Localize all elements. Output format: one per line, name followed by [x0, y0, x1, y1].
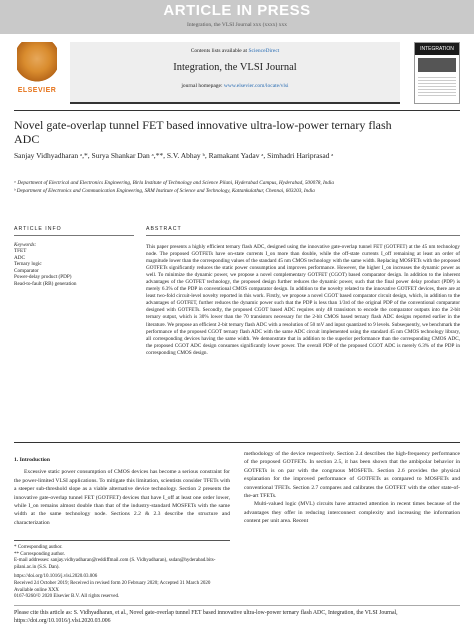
article-info-heading: ARTICLE INFO	[14, 226, 134, 236]
abstract-heading: ABSTRACT	[146, 226, 460, 236]
divider	[14, 110, 460, 111]
affiliations	[14, 179, 460, 195]
body-paragraph: Multi-valued logic (MVL) circuits have attracted attention in recent times because of the advantages they offer in reducing interconnect complexity and increasing the information content per unit area. Recent	[244, 501, 460, 525]
article-title: Novel gate-overlap tunnel FET based innovative ultra-low-power ternary flash ADC	[14, 118, 392, 146]
keywords-label: Keywords:	[14, 242, 37, 248]
available-online: Available online XXX	[14, 587, 59, 593]
article-info-section	[14, 226, 134, 287]
elsevier-tree-icon	[17, 42, 57, 84]
body-paragraph: methodology of the device respectively. Section 2.4 describes the high-frequency performance of the proposed GOTFETs. In section 2.5, it has been shown that the ambipolar behavior in GOTFETs is on par with the congruous MOSFETs. Section 2.6 provides the physical explanation for the improved performance of GOTFETs as compared to MOSFETs and conventional TFETs. Section 2.7 compares and calibrates the GOTFET with the other state-of-the-art TFETs.	[244, 451, 460, 500]
author-list: Sanjay Vidhyadharan ᵃ,*, Surya Shankar Dan ᵃ,**, S.V. Abhay ᵇ, Ramakant Yadav ᵃ, Simhadri Hariprasad ᵃ	[14, 151, 334, 160]
footnote-corresponding: * Corresponding author.	[14, 545, 63, 550]
keyword: Comparator	[14, 267, 39, 274]
divider	[14, 442, 460, 443]
citation-footer: Please cite this article as: S. Vidhyadharan, et al., Novel gate-overlap tunnel FET based innovative ultra-low-power ternary flash ADC, Integration, the VLSI Journal, https://doi.org/10.1016/j.vlsi.2020.03.006	[14, 605, 460, 625]
journal-homepage-line: journal homepage: www.elsevier.com/locate/vlsi	[181, 83, 289, 89]
journal-title: Integration, the VLSI Journal	[173, 62, 297, 73]
abstract-text: This paper presents a highly efficient ternary flash ADC, designed using the innovative gate-overlap tunnel FET (GOTFET) at the 45 nm technology node. The proposed GOTFETs have on-state currents I_on more than double, while the off-state currents I_off remaining at least an order of magnitude lower than the corresponding values of the standard 45 nm CMOS technology with the same width. Replacing MOSFETs with the proposed GOTFETs significantly reduces the static power consumption and improves performance. However, the higher I_on increases the dynamic power as well. To minimize the dynamic power, we propose a novel complementary GOTFET (CGOT) based comparator design. In addition to the inherent advantages of the GOTFET technology, the proposed design further reduces the dynamic power, such that the final power delay product (PDP) is merely 6.3% of the PDP in conventional CMOS comparator design. In addition to the novelty related to the innovative GOTFET devices, there are at least two-fold circuit-level novelty reported in this work. Firstly, we propose a novel CGOT based comparator circuit design, which, in addition to the advantages of GOTFET, further reduces the dynamic power such that the PDP is less than 1/3rd of the original PDP of the conventional comparator designed with GOTFETs. Secondly, the proposed CGOT based ADC requires only 48 transistors to encode the comparator outputs into the 2-bit ternary output, which is 30% lower than the 70 transistors necessary for the 2-bit CMOS based ternary flash ADC designs reported earlier in the literature. We propose an efficient 2-bit ternary flash ADC with a resolution of 50 mV and input quantized to 9 levels. Subsequently, we benchmark the performance of the proposed CGOT ternary flash ADC with the same ADC circuit implemented using the standard 45 nm CMOS technology library, all corresponding devices having the same width. We demonstrate that in addition to the superior performance than the corresponding CMOS ADC, the proposed CGOT ADC design consumes significantly lower power. The overall PDP of the proposed CGOT ADC is merely 6.3% of the PDP in corresponding CMOS design.	[146, 244, 461, 356]
keyword: TFET	[14, 248, 27, 254]
journal-homepage-link[interactable]: www.elsevier.com/locate/vlsi	[223, 83, 289, 89]
cover-image	[418, 58, 456, 72]
introduction-column	[14, 456, 230, 527]
footnotes	[14, 540, 230, 601]
publisher-name: ELSEVIER	[17, 87, 57, 94]
article-in-press-banner	[0, 0, 474, 34]
affiliation-a: ᵃ Department of Electrical and Electronics Engineering, Birla Institute of Technology and Science Pilani, Hyderabad Campus, Hyderabad, 500078, India	[14, 180, 334, 186]
footnote-corresponding-2: ** Corresponding author.	[14, 551, 65, 557]
publisher-logo	[14, 42, 60, 104]
footnote-emails: E-mail addresses: sanjay.vidhyadharan@reddiffmail.com (S. Vidhyadharan), ssdan@hyderabad.bits-pilani.ac.in (S.S. Dan).	[14, 558, 216, 570]
banner-label: ARTICLE IN PRESS	[163, 2, 311, 19]
keyword: Power-delay product (PDP)	[14, 274, 72, 280]
keyword: Ternary logic	[14, 261, 42, 267]
sciencedirect-link[interactable]: ScienceDirect	[248, 48, 280, 54]
banner-subline: Integration, the VLSI Journal xxx (xxxx) xxx	[187, 22, 287, 28]
cover-title: INTEGRATION	[415, 43, 459, 55]
cover-text-lines	[418, 75, 456, 97]
journal-cover-thumbnail	[414, 42, 460, 104]
body-paragraph: Excessive static power consumption of CMOS devices has become a serious constraint for the power-limited VLSI applications. To mitigate this limitation, scientists consider TFETs with a steeper sub-threshold slope as a viable alternative device technology. Section 2 presents the innovative gate-overlap tunnel FET (GOTFET) devices that have I_off at least one order lower, while I_on remains almost double than that of the industry-standard MOSFETs with the same width at the same technology node. Sections 2.2 & 2.3 describe the structure and characterization	[14, 469, 230, 526]
journal-header	[70, 42, 400, 104]
abstract-section	[146, 226, 460, 357]
keyword: Read-to-fault (RB) generation	[14, 280, 77, 287]
copyright-line: 0167-9260/© 2020 Elsevier B.V. All rights reserved.	[14, 594, 120, 600]
right-column	[244, 450, 460, 526]
contents-line: Contents lists available at ScienceDirect	[190, 48, 280, 54]
journal-masthead	[14, 42, 460, 104]
section-heading: 1. Introduction	[14, 457, 50, 463]
received-dates: Received 24 October 2019; Received in revised form 20 February 2020; Accepted 31 March 2020	[14, 580, 211, 586]
keyword: ADC	[14, 254, 25, 261]
doi-link[interactable]: https://doi.org/10.1016/j.vlsi.2020.03.006	[14, 574, 98, 580]
affiliation-b: ᵇ Department of Electronics and Communication Engineering, SRM Institute of Science and Technology, Kattankulathur, Chennai, 603203, India	[14, 188, 315, 194]
